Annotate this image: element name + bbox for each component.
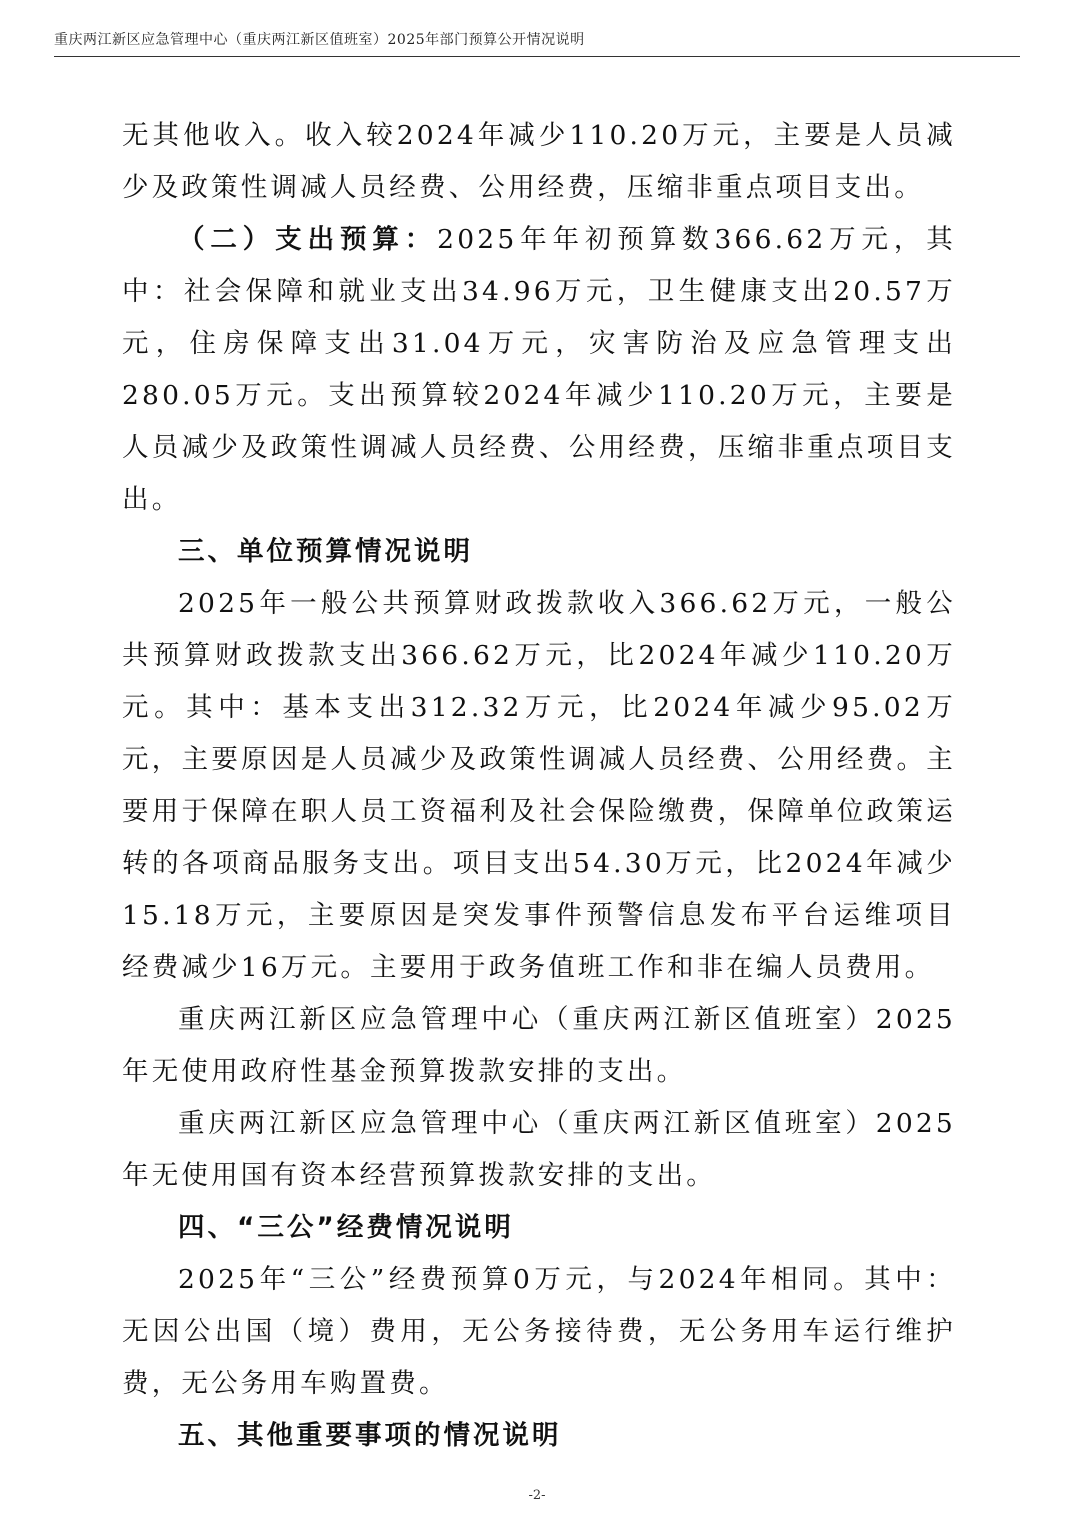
paragraph-income-continuation: 无其他收入。收入较2024年减少110.20万元，主要是人员减少及政策性调减人员经费、公用经费，压缩非重点项目支出。 [122,120,956,203]
paragraph-government-fund: 重庆两江新区应急管理中心（重庆两江新区值班室）2025年无使用政府性基金预算拨款安排的支出。 [122,1004,956,1087]
section-heading-unit-budget: 三、单位预算情况说明 [178,536,473,567]
page-number: -2- [528,1488,546,1503]
page-header: 重庆两江新区应急管理中心（重庆两江新区值班室）2025年部门预算公开情况说明 [54,32,585,48]
header-divider [54,56,1020,57]
document-body [122,110,956,1462]
expenditure-budget-label: （二）支出预算： [178,224,438,255]
paragraph-expenditure-budget [122,214,956,526]
section-heading-three-public: 四、“三公”经费情况说明 [178,1212,514,1243]
expenditure-budget-text: 2025年年初预算数366.62万元，其中：社会保障和就业支出34.96万元，卫生健康支出20.57万元，住房保障支出31.04万元，灾害防治及应急管理支出280.05万元。支出预算较2024年减少110.20万元，主要是人员减少及政策性调减人员经费、公用经费，压缩非重点项目支出。 [122,224,956,515]
paragraph-unit-budget: 2025年一般公共预算财政拨款收入366.62万元，一般公共预算财政拨款支出366.62万元，比2024年减少110.20万元。其中：基本支出312.32万元，比2024年减少95.02万元，主要原因是人员减少及政策性调减人员经费、公用经费。主要用于保障在职人员工资福利及社会保险缴费，保障单位政策运转的各项商品服务支出。项目支出54.30万元，比2024年减少15.18万元，主要原因是突发事件预警信息发布平台运维项目经费减少16万元。主要用于政务值班工作和非在编人员费用。 [122,588,956,983]
section-heading-other-matters: 五、其他重要事项的情况说明 [178,1420,562,1451]
paragraph-state-capital: 重庆两江新区应急管理中心（重庆两江新区值班室）2025年无使用国有资本经营预算拨款安排的支出。 [122,1108,956,1191]
paragraph-three-public: 2025年“三公”经费预算0万元，与2024年相同。其中：无因公出国（境）费用，无公务接待费，无公务用车运行维护费，无公务用车购置费。 [122,1264,956,1399]
